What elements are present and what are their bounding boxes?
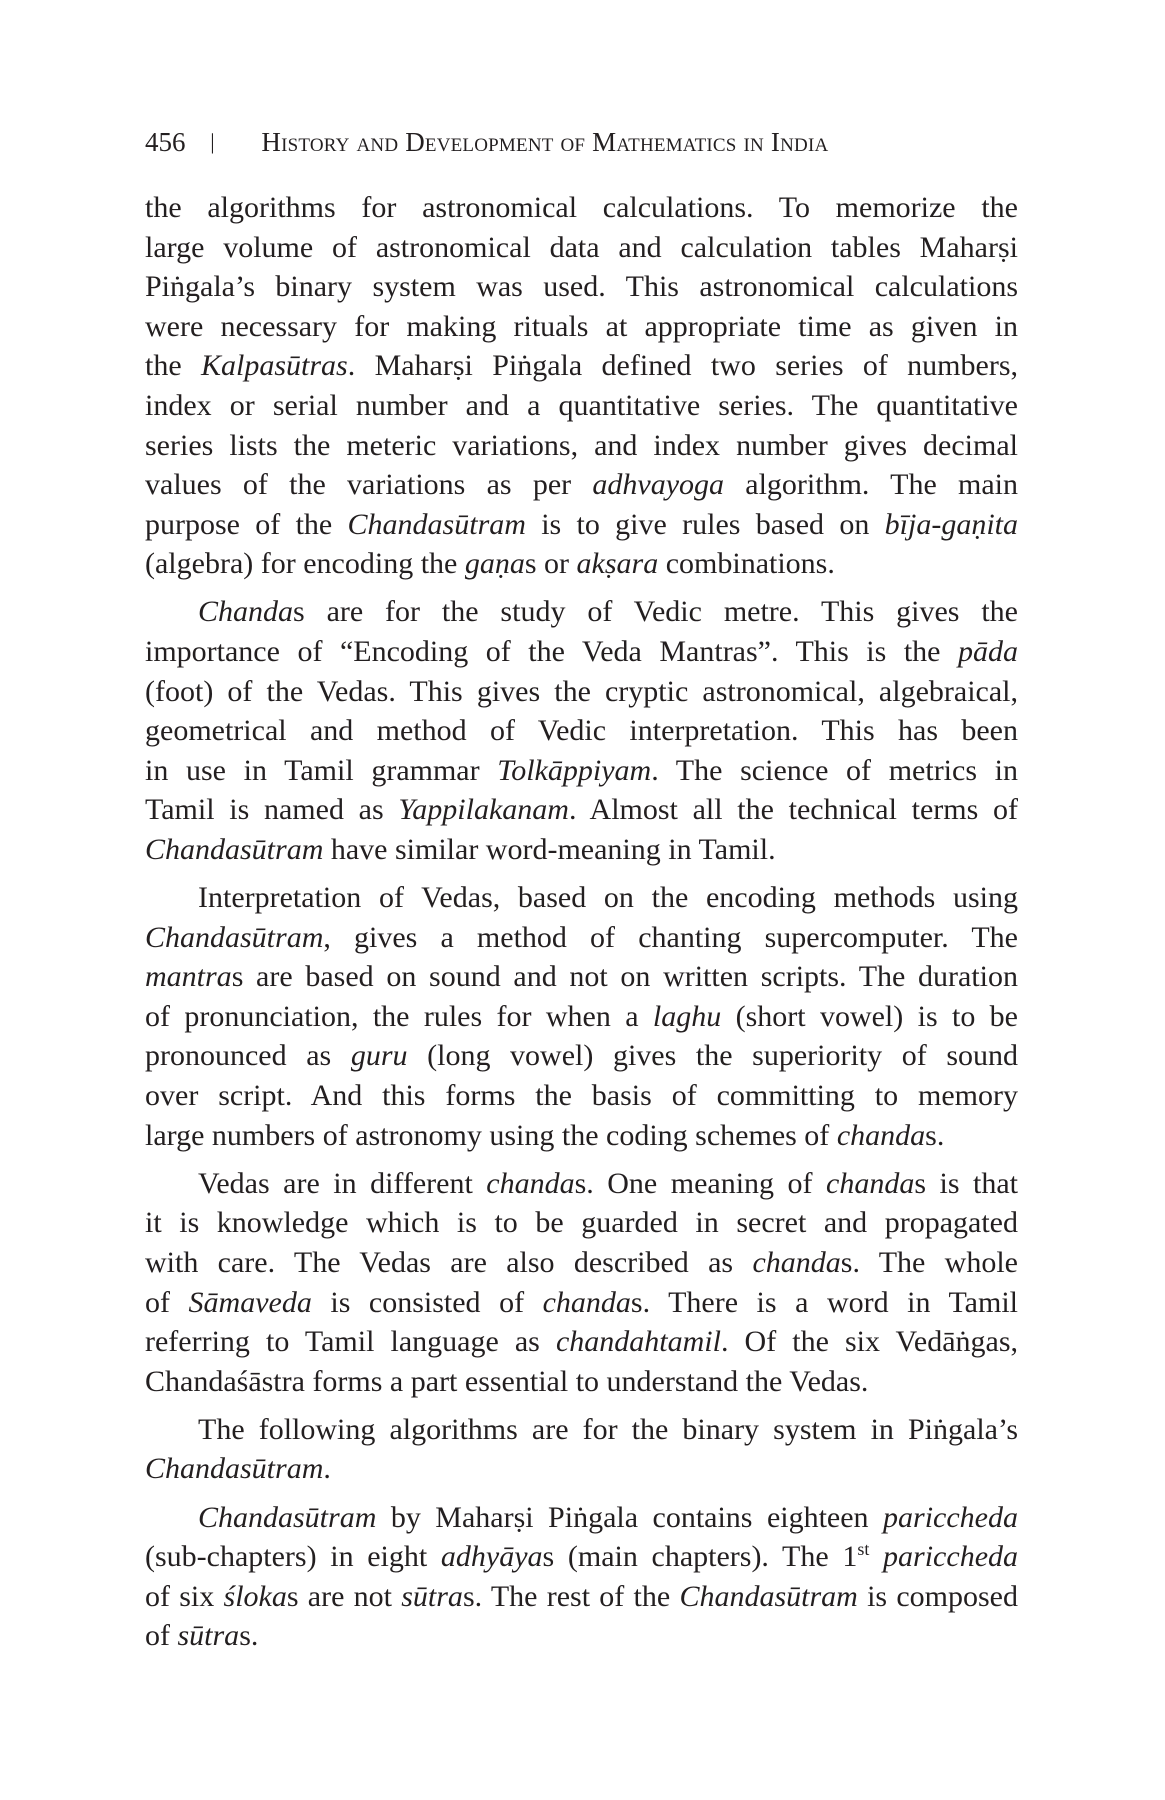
paragraph — [145, 1498, 1018, 1656]
text-run: of — [145, 1285, 189, 1319]
text-line — [145, 505, 1018, 545]
italic-term: Yappilakanam — [398, 793, 569, 827]
paragraph — [145, 1410, 1018, 1489]
text-run: the — [145, 349, 201, 383]
text-line — [145, 1616, 1018, 1656]
text-line — [145, 592, 1018, 632]
text-run: (algebra) for encoding the — [145, 547, 465, 581]
text-run: Piṅgala’s binary system was used. This astronomical calculations — [145, 270, 1018, 304]
italic-term: sūtra — [177, 1619, 240, 1653]
text-line — [145, 1036, 1018, 1076]
text-line — [145, 1283, 1018, 1323]
text-run: the algorithms for astronomical calculations. To memorize the — [145, 191, 1018, 224]
text-run: have similar word-meaning in Tamil. — [323, 833, 776, 866]
text-run: s. The whole — [840, 1245, 1018, 1279]
text-run: The following algorithms are for the binary system in Piṅgala’s — [198, 1412, 1018, 1446]
text-run: . Maharṣi Piṅgala defined two series of numbers, — [347, 349, 1018, 383]
text-run: of pronunciation, the rules for when a — [145, 999, 653, 1033]
text-line — [145, 1243, 1018, 1283]
italic-term: chanda — [836, 1118, 926, 1152]
text-run: of six — [145, 1579, 224, 1613]
text-run: Chandaśāstra forms a part essential to understand the Vedas. — [145, 1364, 869, 1398]
text-run: pronounced as — [145, 1039, 351, 1073]
text-line — [145, 544, 1018, 584]
text-run: Interpretation of Vedas, based on the encoding methods using — [198, 881, 1018, 915]
header-separator: | — [210, 129, 215, 154]
italic-term: akṣara — [576, 547, 659, 581]
page-number: 456 — [145, 127, 186, 157]
text-run: s is that — [914, 1166, 1018, 1200]
text-run — [869, 1540, 883, 1573]
text-run: large volume of astronomical data and calculation tables Maharṣi — [145, 230, 1018, 264]
text-run: s. The rest of the — [462, 1579, 680, 1613]
italic-term: adhyāya — [440, 1540, 543, 1574]
text-line — [145, 1203, 1018, 1243]
text-line — [145, 878, 1018, 918]
text-run: Vedas are in different — [198, 1166, 487, 1200]
italic-term: chanda — [486, 1166, 575, 1200]
running-head — [145, 124, 1018, 162]
text-line — [145, 1498, 1018, 1538]
italic-term: chandahtamil — [555, 1325, 721, 1359]
italic-term: Chandasūtram — [679, 1579, 858, 1613]
text-line — [145, 426, 1018, 466]
text-line — [145, 711, 1018, 751]
text-run: . The science of metrics in — [651, 753, 1019, 787]
text-run: s are for the study of Vedic metre. This gives the — [293, 595, 1018, 629]
italic-term: gaṇa — [464, 547, 525, 581]
text-line — [145, 1362, 1018, 1402]
text-run: over script. And this forms the basis of committing to memory — [145, 1079, 1018, 1113]
italic-term: Tolkāppiyam — [497, 753, 652, 787]
text-run: is composed — [857, 1579, 1018, 1613]
text-line — [145, 1076, 1018, 1116]
text-line — [145, 672, 1018, 712]
italic-term: chanda — [752, 1245, 841, 1279]
text-run: importance of “Encoding of the Veda Mantras”. This is the — [145, 635, 958, 669]
text-line — [145, 307, 1018, 347]
text-run: purpose of the — [145, 507, 348, 541]
paragraph — [145, 188, 1018, 584]
italic-term: laghu — [652, 999, 722, 1033]
text-run: (sub-chapters) in eight — [145, 1540, 441, 1574]
text-run: s. There is a word in Tamil — [630, 1285, 1018, 1319]
text-run: it is knowledge which is to be guarded in secret and propagated — [145, 1206, 1018, 1240]
text-run: (short vowel) is to be — [721, 999, 1018, 1033]
text-run: s or — [524, 547, 577, 581]
text-line — [145, 188, 1018, 228]
text-line — [145, 346, 1018, 386]
italic-term: bīja-gaṇita — [884, 507, 1018, 541]
text-run: series lists the meteric variations, and index number gives decimal — [145, 428, 1018, 462]
italic-term: adhvayoga — [592, 468, 725, 502]
paragraph — [145, 592, 1018, 869]
italic-term: chanda — [826, 1166, 915, 1200]
text-line — [145, 1116, 1018, 1156]
text-line — [145, 1322, 1018, 1362]
text-run: geometrical and method of Vedic interpretation. This has been — [145, 714, 1018, 748]
italic-term: Kalpasūtras — [201, 349, 348, 383]
text-run: were necessary for making rituals at appropriate time as given in — [145, 309, 1018, 343]
italic-term: śloka — [223, 1579, 287, 1613]
text-run: referring to Tamil language as — [145, 1325, 556, 1359]
italic-term: pariccheda — [883, 1540, 1019, 1574]
text-run: s are based on sound and not on written scripts. The duration — [231, 960, 1018, 994]
italic-term: pariccheda — [883, 1500, 1018, 1534]
paragraph — [145, 878, 1018, 1155]
text-run: Tamil is named as — [145, 793, 399, 827]
text-line — [145, 1410, 1018, 1450]
italic-term: Chandasūtram — [145, 920, 324, 954]
text-run: by Maharṣi Piṅgala contains eighteen — [376, 1500, 884, 1534]
text-line — [145, 228, 1018, 268]
text-run: index or serial number and a quantitative series. The quantitative — [145, 388, 1018, 422]
text-run: is to give rules based on — [525, 507, 885, 541]
italic-term: Chandasūtram — [347, 507, 526, 541]
body-text — [145, 188, 1018, 1664]
italic-term: chanda — [542, 1285, 631, 1319]
text-line — [145, 751, 1018, 791]
text-run: s. — [239, 1619, 259, 1653]
italic-term: Sāmaveda — [188, 1285, 312, 1319]
text-line — [145, 918, 1018, 958]
text-run: (foot) of the Vedas. This gives the cryptic astronomical, algebraical, — [145, 674, 1018, 708]
text-line — [145, 830, 1018, 870]
italic-term: mantra — [145, 960, 232, 994]
italic-term: Chandasūtram — [145, 1452, 324, 1486]
text-run: s. One meaning of — [574, 1166, 827, 1200]
text-run: s are not — [286, 1579, 402, 1613]
book-title: History and Development of Mathematics in India — [261, 127, 829, 157]
text-run: algorithm. The main — [724, 468, 1018, 502]
text-run: , gives a method of chanting supercomputer. The — [323, 920, 1018, 954]
italic-term: sūtra — [401, 1579, 463, 1613]
text-run: with care. The Vedas are also described as — [145, 1245, 753, 1279]
text-line — [145, 267, 1018, 307]
italic-term: Chandasūtram — [145, 833, 324, 866]
italic-term: Chanda — [198, 595, 294, 629]
text-run: . — [323, 1452, 331, 1486]
text-line — [145, 1537, 1018, 1577]
text-line — [145, 465, 1018, 505]
text-run: values of the variations as per — [145, 468, 593, 502]
paragraph — [145, 1164, 1018, 1402]
text-line — [145, 957, 1018, 997]
text-run: (long vowel) gives the superiority of sound — [407, 1039, 1018, 1073]
text-run: s. — [925, 1118, 945, 1152]
text-line — [145, 632, 1018, 672]
italic-term: Chandasūtram — [198, 1500, 377, 1534]
text-run: of — [145, 1619, 178, 1653]
text-run: large numbers of astronomy using the coding schemes of — [145, 1118, 837, 1152]
superscript: st — [857, 1539, 870, 1560]
text-run: . Of the six Vedāṅgas, — [720, 1325, 1019, 1359]
italic-term: guru — [350, 1039, 408, 1073]
text-line — [145, 997, 1018, 1037]
text-line — [145, 1577, 1018, 1617]
text-run: combinations. — [658, 547, 835, 581]
text-run: in use in Tamil grammar — [145, 753, 498, 787]
text-line — [145, 386, 1018, 426]
text-line — [145, 790, 1018, 830]
text-run: is consisted of — [311, 1285, 543, 1319]
text-line — [145, 1449, 1018, 1489]
text-line — [145, 1164, 1018, 1204]
text-run: s (main chapters). The 1 — [542, 1540, 858, 1574]
text-run: . Almost all the technical terms of — [568, 793, 1018, 827]
italic-term: pāda — [958, 635, 1018, 669]
